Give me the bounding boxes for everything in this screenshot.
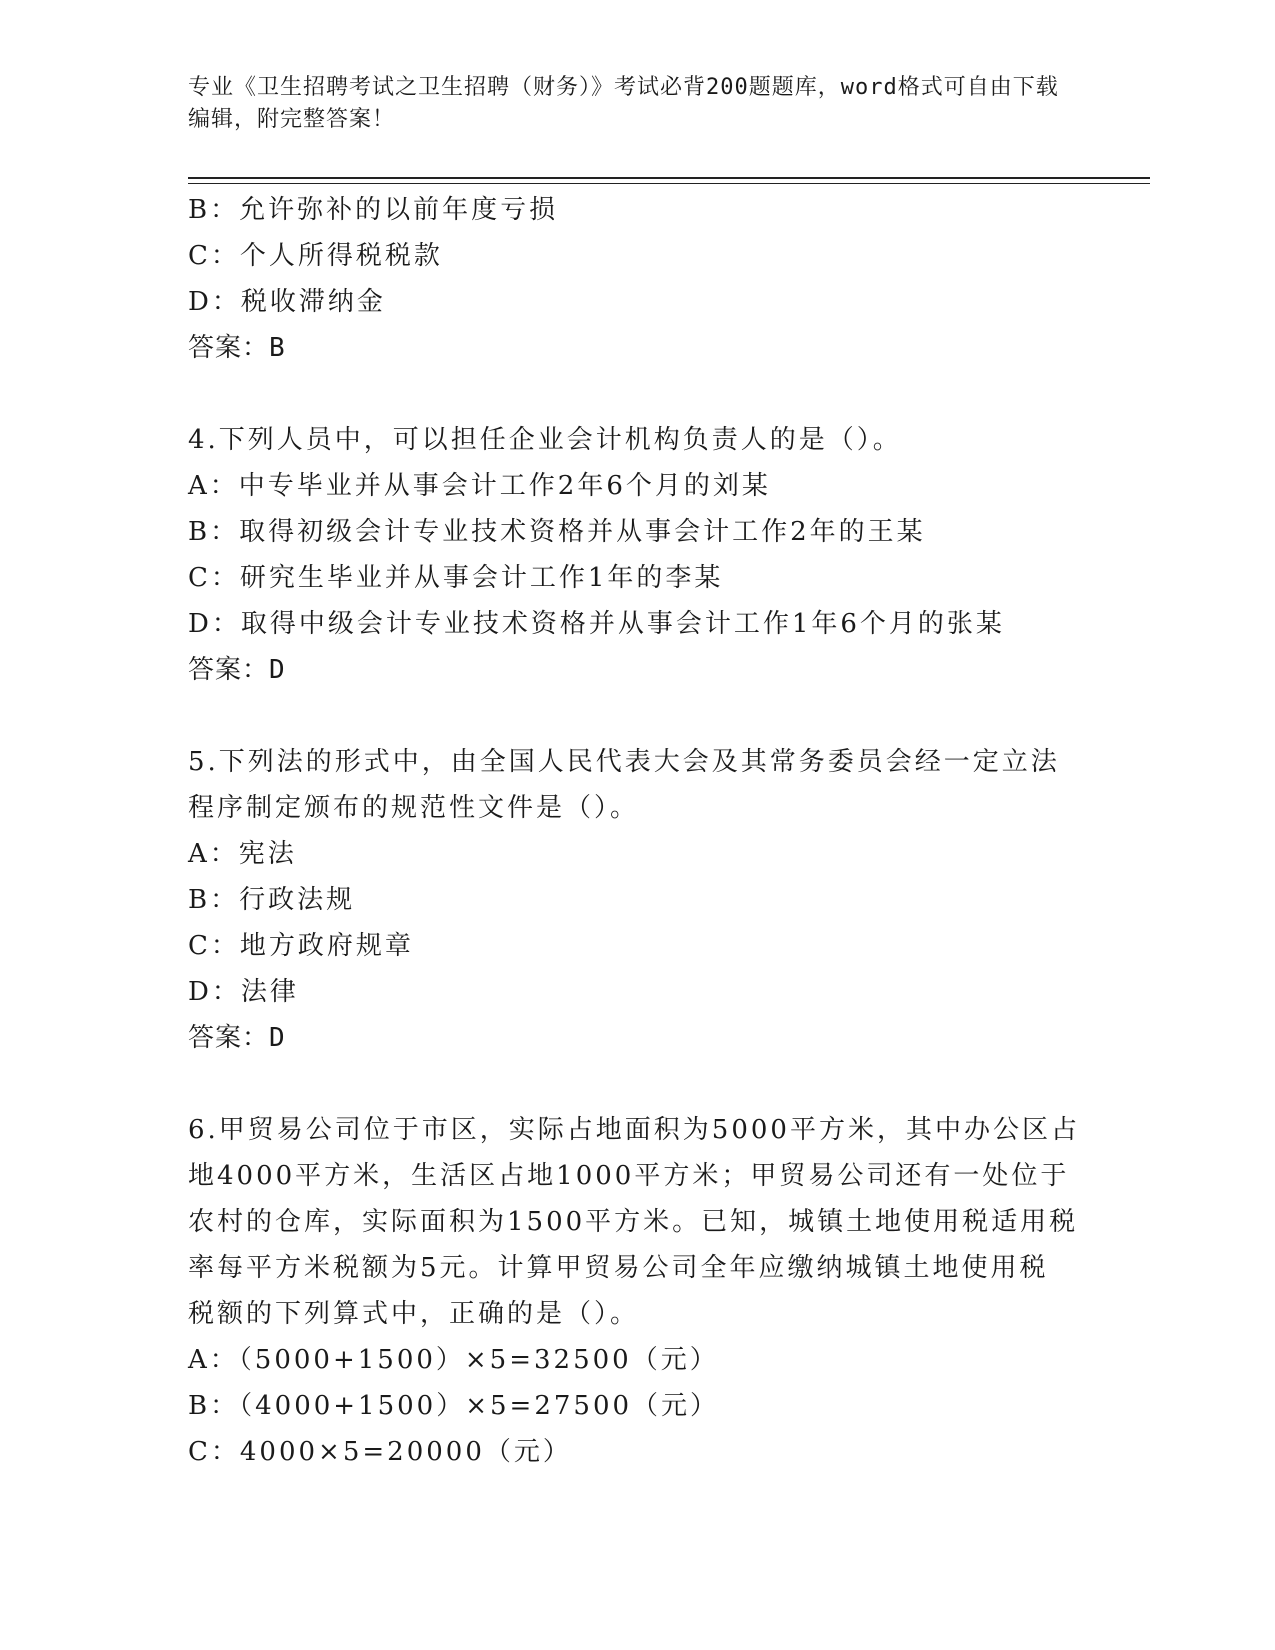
q6-stem-line-4: 率每平方米税额为5元。计算甲贸易公司全年应缴纳城镇土地使用税 xyxy=(188,1253,1049,1283)
q5-option-d: D：法律 xyxy=(188,977,299,1007)
spacer xyxy=(188,693,1088,739)
q6-option-b: B：（4000+1500）×5=27500（元） xyxy=(188,1391,720,1421)
q5-stem-line-1: 5.下列法的形式中，由全国人民代表大会及其常务委员会经一定立法 xyxy=(188,747,1060,777)
question-list xyxy=(188,187,1088,1475)
q4-answer: 答案：D xyxy=(188,655,286,685)
q5-option-b: B：行政法规 xyxy=(188,885,356,915)
header-divider-thin xyxy=(188,183,1150,184)
q6-option-a: A：（5000+1500）×5=32500（元） xyxy=(188,1345,719,1375)
q3-option-c: C：个人所得税税款 xyxy=(188,241,443,271)
q4-option-a: A：中专毕业并从事会计工作2年6个月的刘某 xyxy=(188,471,771,501)
q6-stem-line-1: 6.甲贸易公司位于市区，实际占地面积为5000平方米，其中办公区占 xyxy=(188,1115,1080,1145)
q4-stem: 4.下列人员中，可以担任企业会计机构负责人的是（）。 xyxy=(188,425,902,455)
q6-stem-line-2: 地4000平方米，生活区占地1000平方米；甲贸易公司还有一处位于 xyxy=(188,1161,1070,1191)
spacer xyxy=(188,1061,1088,1107)
q6-stem-line-5: 税额的下列算式中，正确的是（）。 xyxy=(188,1299,640,1329)
q3-option-b: B：允许弥补的以前年度亏损 xyxy=(188,195,559,225)
q5-stem-line-2: 程序制定颁布的规范性文件是（）。 xyxy=(188,793,640,823)
spacer xyxy=(188,371,1088,417)
q6-option-c: C：4000×5=20000（元） xyxy=(188,1437,572,1467)
document-header-title: 专业《卫生招聘考试之卫生招聘（财务）》考试必背200题题库，word格式可自由下载编辑，附完整答案！ xyxy=(188,75,1059,132)
question-6 xyxy=(188,1107,1088,1475)
q3-option-d: D：税收滞纳金 xyxy=(188,287,386,317)
q5-option-a: A：宪法 xyxy=(188,839,297,869)
q5-option-c: C：地方政府规章 xyxy=(188,931,414,961)
question-5 xyxy=(188,739,1088,1061)
q4-option-d: D：取得中级会计专业技术资格并从事会计工作1年6个月的张某 xyxy=(188,609,1005,639)
q4-option-c: C：研究生毕业并从事会计工作1年的李某 xyxy=(188,563,724,593)
q4-option-b: B：取得初级会计专业技术资格并从事会计工作2年的王某 xyxy=(188,517,926,547)
header-divider-thick xyxy=(188,177,1150,179)
q6-stem-line-3: 农村的仓库，实际面积为1500平方米。已知，城镇土地使用税适用税 xyxy=(188,1207,1079,1237)
question-3-tail xyxy=(188,187,1088,371)
question-4 xyxy=(188,417,1088,693)
q3-answer: 答案：B xyxy=(188,333,286,363)
q5-answer: 答案：D xyxy=(188,1023,286,1053)
